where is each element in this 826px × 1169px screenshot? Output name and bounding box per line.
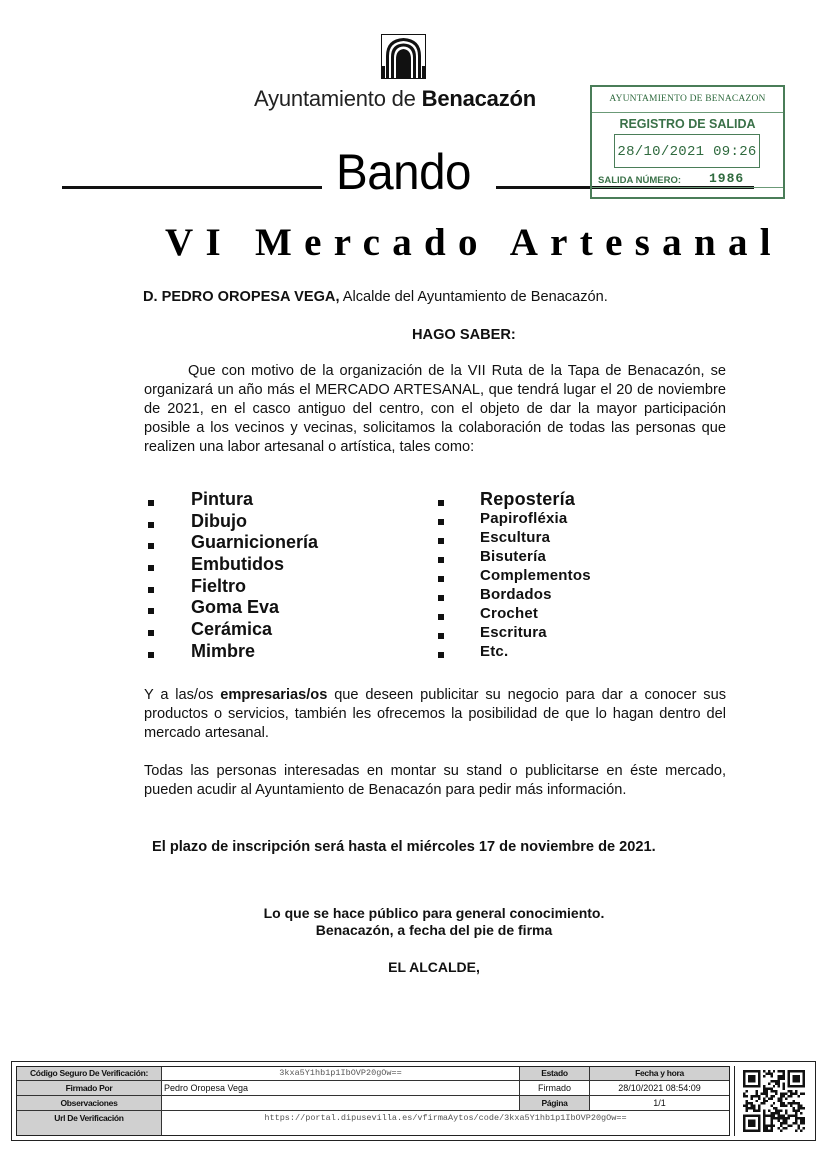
closing-line: Lo que se hace público para general conocimiento. (263, 905, 605, 921)
craft-item-label: Goma Eva (191, 597, 280, 618)
stamp-datetime: 28/10/2021 09:26 (617, 144, 757, 160)
crafts-list-right (434, 488, 591, 661)
craft-item (144, 553, 318, 575)
bullet-icon (148, 565, 154, 571)
verification-table (16, 1066, 730, 1136)
title-rule-left (62, 186, 322, 189)
craft-item (434, 642, 591, 661)
signed-by-label: Firmado Por (17, 1081, 162, 1096)
craft-item-label: Embutidos (191, 554, 284, 575)
verification-footer (11, 1061, 816, 1141)
paragraph-businesses-start: Y a las/os (144, 687, 221, 703)
craft-item (434, 509, 591, 528)
verification-url[interactable]: https://portal.dipusevilla.es/vfirmaAytos/code/3kxa5Y1hb1p1IbOVP20gOw== (162, 1111, 729, 1135)
mayor-role: Alcalde del Ayuntamiento de Benacazón. (339, 289, 608, 305)
craft-item-label: Etc. (480, 643, 509, 660)
document-type-title: Bando (336, 144, 471, 200)
craft-item (144, 531, 318, 553)
stamp-title: REGISTRO DE SALIDA (619, 117, 756, 131)
signed-by-value: Pedro Oropesa Vega (162, 1081, 520, 1096)
page-label: Página (520, 1096, 590, 1111)
bullet-icon (438, 614, 444, 620)
craft-item (144, 596, 318, 618)
datetime-label: Fecha y hora (590, 1067, 729, 1081)
craft-item (434, 585, 591, 604)
craft-item (434, 566, 591, 585)
state-value: Firmado (520, 1081, 590, 1096)
arch-icon (381, 34, 426, 79)
bullet-icon (148, 652, 154, 658)
bullet-icon (438, 519, 444, 525)
paragraph-info: Todas las personas interesadas en montar su stand o publicitarse en éste mercado, pueden acudir al Ayuntamiento de Benacazón para pedir más información. (144, 763, 726, 798)
craft-item-label: Fieltro (191, 575, 247, 596)
craft-item (144, 640, 318, 662)
stamp-divider (592, 187, 783, 188)
paragraph-businesses (144, 686, 726, 743)
signer-title: EL ALCALDE, (388, 959, 480, 975)
craft-item-label: Papirofléxia (480, 510, 568, 527)
org-name-regular: Ayuntamiento de (254, 86, 422, 111)
page-value: 1/1 (590, 1096, 729, 1111)
craft-item (434, 604, 591, 623)
paragraph-businesses-end: que deseen publicitar su negocio para dar a conocer sus productos o servicios, también les ofrecemos la posibilidad de que lo hagan dentro del mercado artesanal. (144, 687, 726, 741)
announcement-heading: HAGO SABER: (412, 327, 516, 343)
bullet-icon (148, 587, 154, 593)
craft-item-label: Pintura (191, 489, 254, 509)
craft-item-label: Crochet (480, 605, 539, 622)
organization-name (254, 86, 554, 112)
bullet-icon (438, 595, 444, 601)
bullet-icon (438, 633, 444, 639)
datetime-value: 28/10/2021 08:54:09 (590, 1081, 729, 1096)
bullet-icon (148, 500, 154, 506)
org-name-bold: Benacazón (421, 86, 536, 111)
bullet-icon (438, 538, 444, 544)
stamp-date-box (614, 134, 760, 168)
craft-item-label: Dibujo (191, 510, 247, 531)
qr-container (734, 1066, 810, 1136)
mayor-line (143, 288, 608, 307)
bullet-icon (438, 557, 444, 563)
stamp-number: 1986 (709, 171, 745, 186)
craft-item-label: Bisutería (480, 548, 546, 565)
craft-item (144, 575, 318, 597)
stamp-organization: AYUNTAMIENTO DE BENACAZON (609, 94, 766, 104)
craft-item-label: Repostería (480, 489, 576, 509)
paragraph-intro (144, 362, 726, 457)
bullet-icon (148, 543, 154, 549)
state-label: Estado (520, 1067, 590, 1081)
bullet-icon (148, 608, 154, 614)
qr-code-icon (743, 1070, 805, 1132)
bullet-icon (438, 500, 444, 506)
stamp-number-label: SALIDA NÚMERO: (598, 175, 682, 186)
bullet-icon (148, 522, 154, 528)
mayor-name: D. PEDRO OROPESA VEGA, (143, 289, 340, 305)
craft-item-label: Bordados (480, 586, 552, 603)
bullet-icon (438, 652, 444, 658)
registry-stamp (590, 85, 785, 199)
craft-item (434, 528, 591, 547)
crafts-list-left (144, 488, 318, 662)
observations-label: Observaciones (17, 1096, 162, 1111)
craft-item-label: Guarnicionería (191, 532, 319, 553)
craft-item (144, 488, 318, 510)
bullet-icon (148, 630, 154, 636)
craft-item-label: Mimbre (191, 640, 256, 661)
craft-item (434, 547, 591, 566)
paragraph-intro-text: Que con motivo de la organización de la VII Ruta de la Tapa de Benacazón, se organizará un año más el MERCADO ARTESANAL, que tendrá lugar el 20 de noviembre de 2021, en el casco antiguo del centro, con el objeto de dar la mayor participación posible a los vecinos y vecinas, solicitamos la colaboración de todas las personas que realizen una labor artesanal o artística, tales como: (144, 363, 726, 455)
url-label: Url De Verificación (17, 1111, 162, 1135)
craft-item-label: Escultura (480, 529, 551, 546)
observations-value (162, 1096, 520, 1111)
closing-place-date: Benacazón, a fecha del pie de firma (315, 922, 553, 938)
craft-item (434, 623, 591, 642)
craft-item-label: Cerámica (191, 619, 273, 640)
stamp-divider (592, 112, 783, 113)
craft-item-label: Complementos (480, 567, 591, 584)
paragraph-businesses-bold: empresarias/os (220, 687, 328, 703)
craft-item (434, 488, 591, 509)
craft-item (144, 510, 318, 532)
bullet-icon (438, 576, 444, 582)
event-title: VI Mercado Artesanal (165, 221, 783, 264)
csv-label: Código Seguro De Verificación: (17, 1067, 162, 1081)
craft-item-label: Escritura (480, 624, 547, 641)
craft-item (144, 618, 318, 640)
registration-deadline: El plazo de inscripción será hasta el miércoles 17 de noviembre de 2021. (152, 839, 656, 855)
csv-value: 3kxa5Y1hb1p1IbOVP20gOw== (162, 1067, 520, 1081)
